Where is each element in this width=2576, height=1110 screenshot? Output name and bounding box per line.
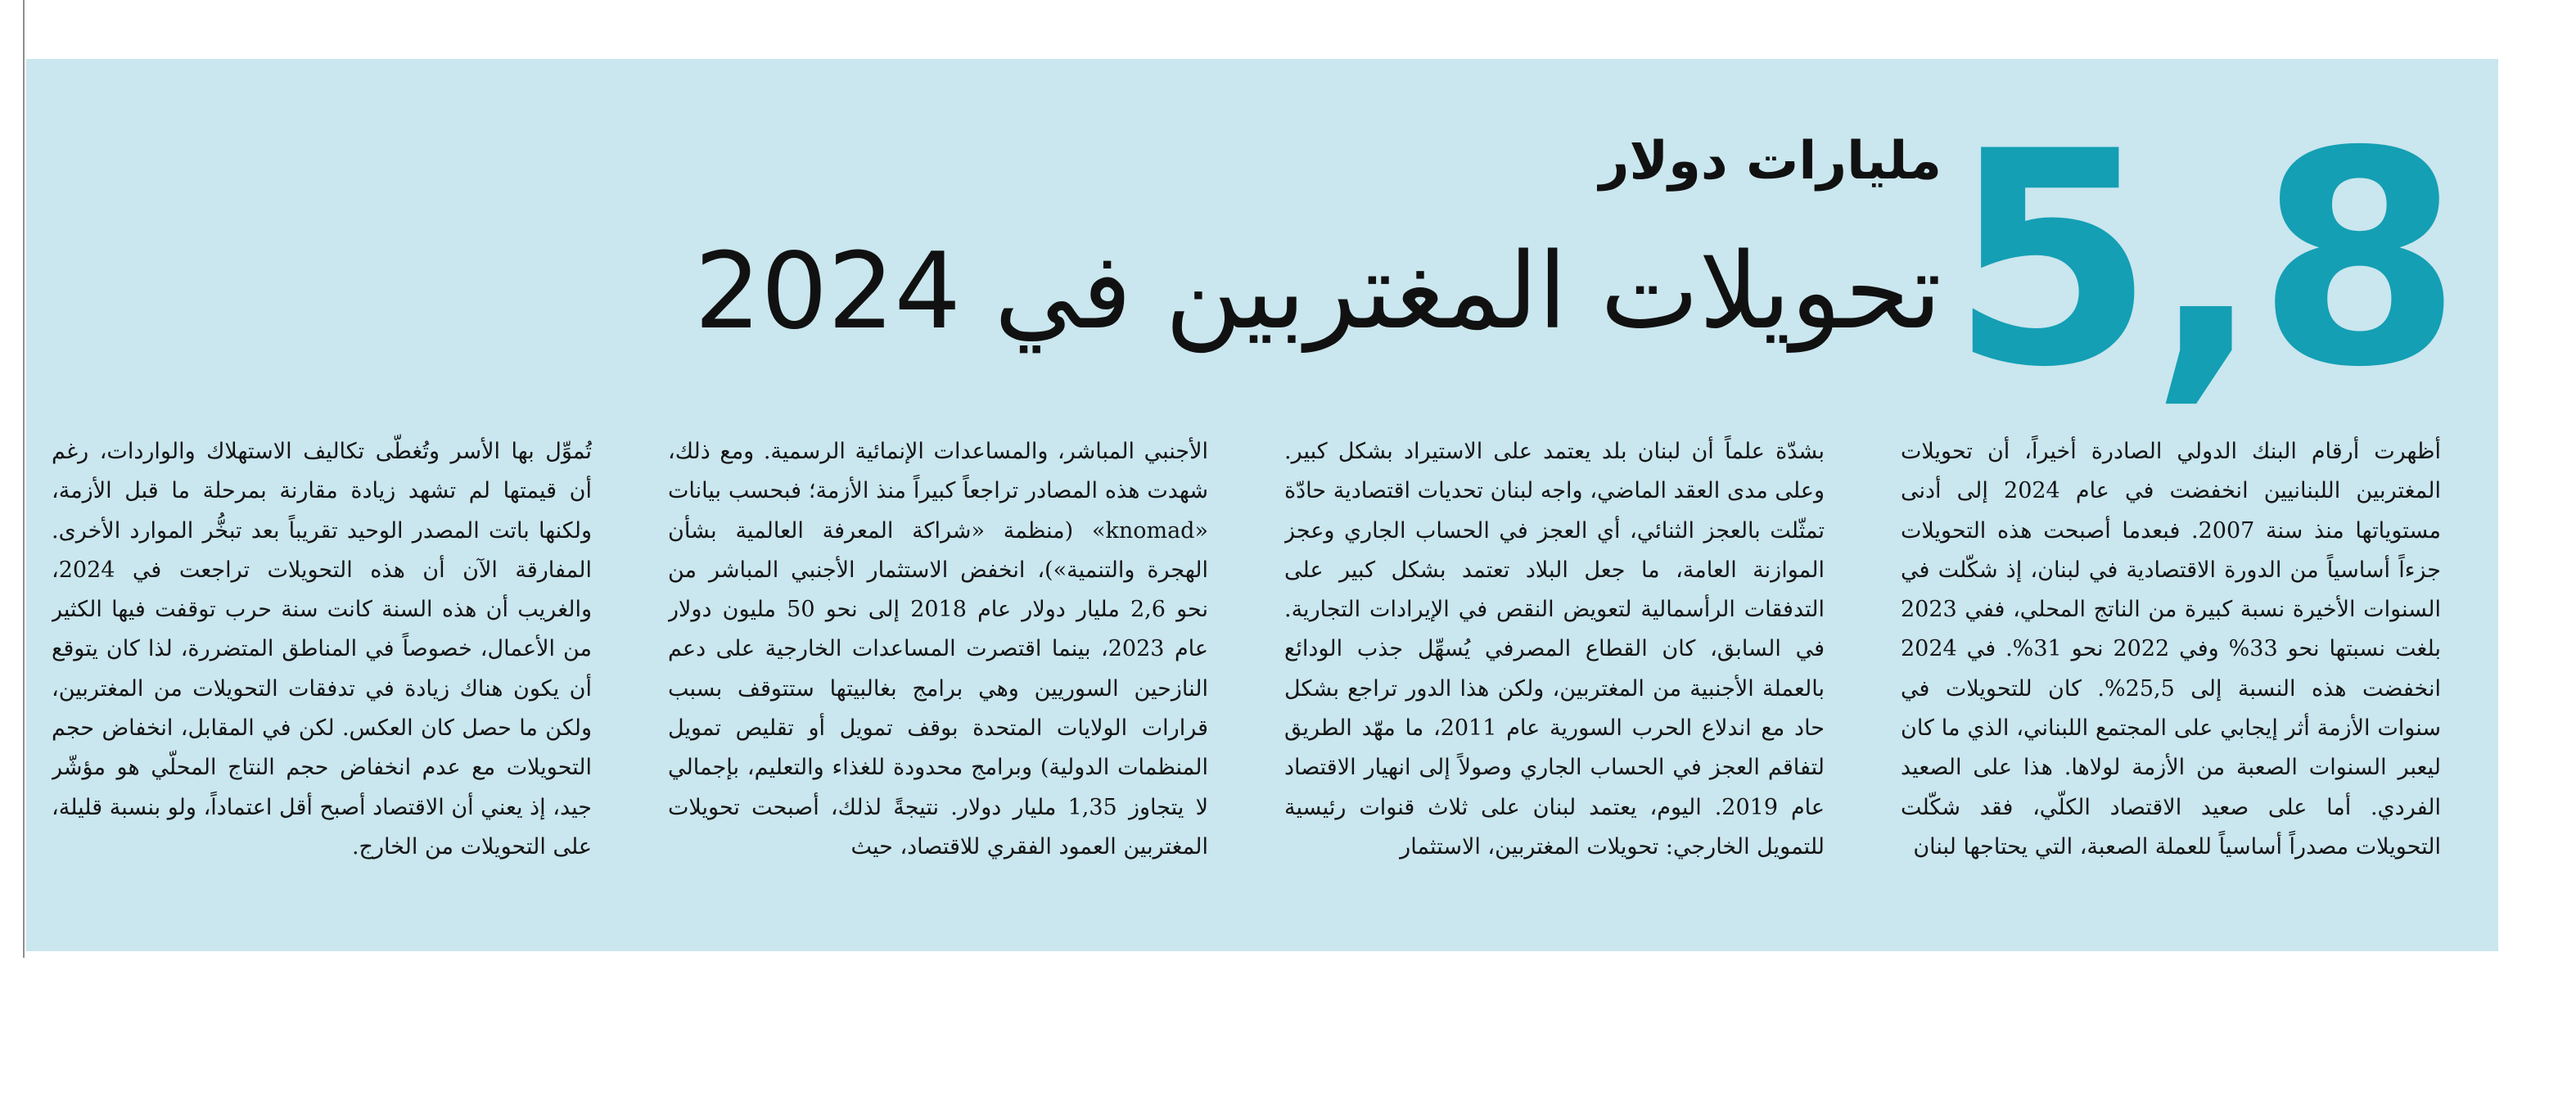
- article-column-4: تُموِّل بها الأسر وتُغطّى تكاليف الاستهلاك والواردات، رغم أن قيمتها لم تشهد زيادة مقارنة بمرحلة ما قبل الأزمة، ولكنها باتت المصدر الوحيد تقريباً بعد تبخُّر الموارد الأخرى. المفارقة الآن أن هذه التحويلات تراجعت في 2024، والغريب أن هذه السنة كانت سنة حرب توقفت فيها الكثير من الأعمال، خصوصاً في المناطق المتضررة، لذا كان يتوقع أن يكون هناك زيادة في تدفقات التحويلات من المغتربين، ولكن ما حصل كان العكس. لكن في المقابل، انخفاض حجم التحويلات مع عدم انخفاض حجم النتاج المحلّي هو مؤشّر جيد، إذ يعني أن الاقتصاد أصبح أقل اعتماداً، ولو بنسبة قليلة، على التحويلات من الخارج.: [52, 439, 592, 860]
- article-column-2: بشدّة علماً أن لبنان بلد يعتمد على الاستيراد بشكل كبير. وعلى مدى العقد الماضي، واجه لبنان تحديات اقتصادية حادّة تمثّلت بالعجز الثنائي، أي العجز في الحساب الجاري وعجز الموازنة العامة، ما جعل البلاد تعتمد بشكل كبير على التدفقات الرأسمالية لتعويض النقص في الإيرادات التجارية. في السابق، كان القطاع المصرفي يُسهِّل جذب الودائع بالعملة الأجنبية من المغتربين، ولكن هذا الدور تراجع بشكل حاد مع اندلاع الحرب السورية عام 2011، ما مهّد الطريق لتفاقم العجز في الحساب الجاري وصولاً إلى انهيار الاقتصاد عام 2019. اليوم، يعتمد لبنان على ثلاث قنوات رئيسية للتمويل الخارجي: تحويلات المغتربين، الاستثمار: [1284, 439, 1825, 860]
- article-column-3: الأجنبي المباشر، والمساعدات الإنمائية الرسمية. ومع ذلك، شهدت هذه المصادر تراجعاً كبيراً منذ الأزمة؛ فبحسب بيانات «knomad» (منظمة «شراكة المعرفة العالمية بشأن الهجرة والتنمية»)، انخفض الاستثمار الأجنبي المباشر من نحو 2,6 مليار دولار عام 2018 إلى نحو 50 مليون دولار عام 2023، بينما اقتصرت المساعدات الخارجية على دعم النازحين السوريين وهي برامج بغالبيتها ستتوقف بسبب قرارات الولايات المتحدة بوقف تمويل أو تقليص تمويل المنظمات الدولية) وبرامج محدودة للغذاء والتعليم، بإجمالي لا يتجاوز 1,35 مليار دولار. نتيجةً لذلك، أصبحت تحويلات المغتربين العمود الفقري للاقتصاد، حيث: [668, 439, 1208, 860]
- headline-figure: 5,8: [1950, 88, 2457, 431]
- article-panel: [26, 59, 2498, 951]
- headline-kicker: مليارات دولار: [1599, 131, 1942, 192]
- article-column-1: أظهرت أرقام البنك الدولي الصادرة أخيراً، أن تحويلات المغتربين اللبنانيين انخفضت في عام 2024 إلى أدنى مستوياتها منذ سنة 2007. فبعدما أصبحت هذه التحويلات جزءاً أساسياً من الدورة الاقتصادية في لبنان، إذ شكّلت في السنوات الأخيرة نسبة كبيرة من الناتج المحلي، ففي 2023 بلغت نسبتها نحو 33% وفي 2022 نحو 31%. في 2024 انخفضت هذه النسبة إلى 25,5%. كان للتحويلات في سنوات الأزمة أثر إيجابي على المجتمع اللبناني، الذي ما كان ليعبر السنوات الصعبة من الأزمة لولاها. هذا على الصعيد الفردي. أما على صعيد الاقتصاد الكلّي، فقد شكّلت التحويلات مصدراً أساسياً للعملة الصعبة، التي يحتاجها لبنان: [1901, 439, 2441, 860]
- headline-title: تحويلات المغتربين في 2024: [694, 231, 1942, 353]
- page-margin-rule: [23, 0, 25, 958]
